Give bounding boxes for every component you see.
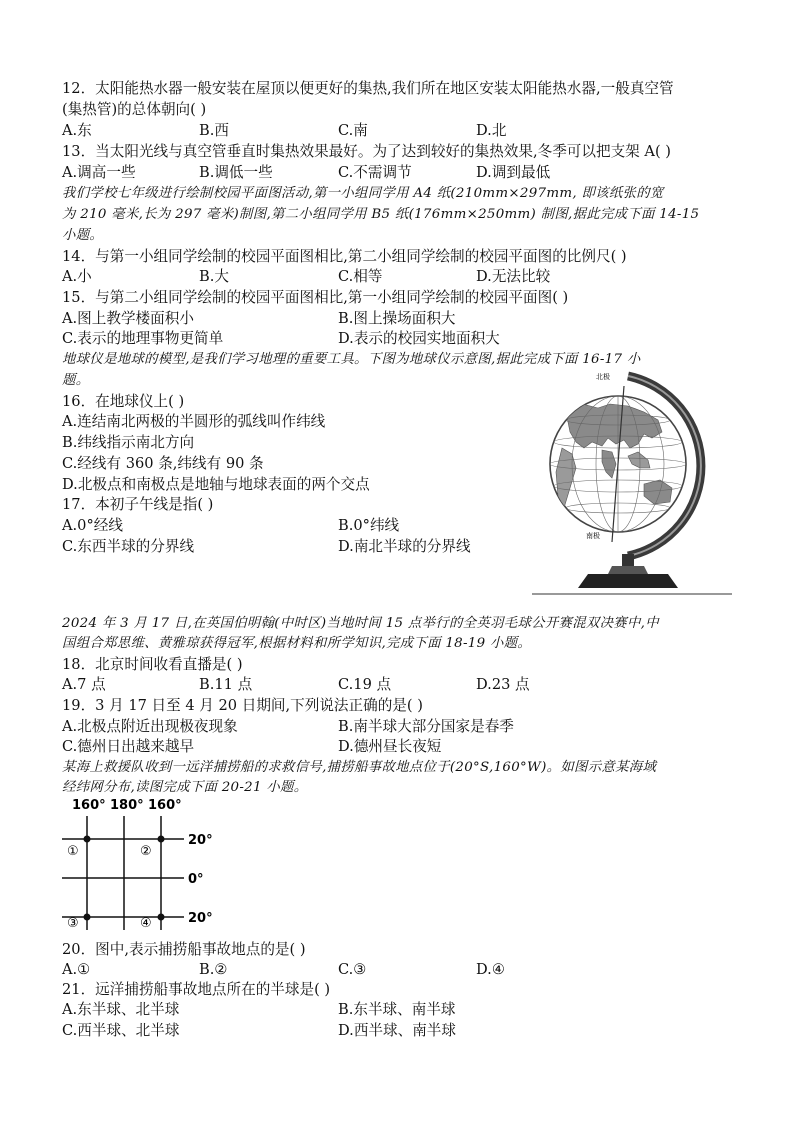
grid-point-4: ④ bbox=[140, 916, 152, 930]
grid-right-label-3: 20° bbox=[188, 911, 213, 926]
lat-long-grid-figure bbox=[62, 796, 222, 930]
globe-stand-collar bbox=[608, 566, 648, 574]
q17-option-a[interactable]: A.0°经线 bbox=[62, 517, 123, 534]
q18-option-c[interactable]: C.19 点 bbox=[338, 676, 392, 693]
grid-dot-4 bbox=[158, 914, 165, 921]
north-pole-label: 北极 bbox=[596, 373, 610, 381]
material-16-17-line2: 题。 bbox=[62, 373, 90, 388]
globe-stand-base bbox=[578, 574, 678, 588]
material-14-15-line3: 小题。 bbox=[62, 228, 104, 243]
q12-stem-line2: (集热管)的总体朝向( ) bbox=[62, 101, 207, 118]
q14-option-d[interactable]: D.无法比较 bbox=[476, 268, 551, 285]
q19-option-b[interactable]: B.南半球大部分国家是春季 bbox=[338, 718, 514, 735]
q21-option-a[interactable]: A.东半球、北半球 bbox=[62, 1001, 180, 1018]
grid-top-label-2: 180° bbox=[110, 798, 144, 813]
material-18-19-line2: 国组合郑思维、黄雅琼获得冠军,根据材料和所学知识,完成下面 18-19 小题。 bbox=[62, 636, 532, 651]
q16-stem: 16．在地球仪上( ) bbox=[62, 393, 185, 410]
material-18-19-line1: 2024 年 3 月 17 日,在英国伯明翰(中时区)当地时间 15 点举行的全英羽毛球公开赛混双决赛中,中 bbox=[62, 616, 659, 631]
q15-option-b[interactable]: B.图上操场面积大 bbox=[338, 310, 456, 327]
q16-option-d[interactable]: D.北极点和南极点是地轴与地球表面的两个交点 bbox=[62, 476, 370, 493]
q21-option-d[interactable]: D.西半球、南半球 bbox=[338, 1022, 456, 1039]
q17-option-d[interactable]: D.南北半球的分界线 bbox=[338, 538, 471, 555]
q13-stem: 13．当太阳光线与真空管垂直时集热效果最好。为了达到较好的集热效果,冬季可以把支架 A( ) bbox=[62, 143, 671, 160]
grid-lines bbox=[62, 816, 184, 930]
q21-stem: 21．远洋捕捞船事故地点所在的半球是( ) bbox=[62, 981, 331, 998]
q15-option-c[interactable]: C.表示的地理事物更简单 bbox=[62, 330, 224, 347]
q20-option-a[interactable]: A.① bbox=[62, 961, 91, 978]
q13-option-d[interactable]: D.调到最低 bbox=[476, 164, 551, 181]
q20-option-d[interactable]: D.④ bbox=[476, 961, 505, 978]
q15-option-d[interactable]: D.表示的校园实地面积大 bbox=[338, 330, 500, 347]
grid-top-label-3: 160° bbox=[148, 798, 182, 813]
q12-option-c[interactable]: C.南 bbox=[338, 122, 368, 139]
q19-option-d[interactable]: D.德州昼长夜短 bbox=[338, 738, 442, 755]
q16-option-c[interactable]: C.经线有 360 条,纬线有 90 条 bbox=[62, 455, 264, 472]
q20-option-c[interactable]: C.③ bbox=[338, 961, 367, 978]
grid-point-2: ② bbox=[140, 844, 152, 859]
q12-option-a[interactable]: A.东 bbox=[62, 122, 92, 139]
q21-option-b[interactable]: B.东半球、南半球 bbox=[338, 1001, 456, 1018]
q13-option-b[interactable]: B.调低一些 bbox=[199, 164, 273, 181]
q18-option-a[interactable]: A.7 点 bbox=[62, 676, 106, 693]
grid-point-1: ① bbox=[67, 844, 79, 859]
grid-dot-3 bbox=[84, 914, 91, 921]
grid-top-label-1: 160° bbox=[72, 798, 106, 813]
q15-option-a[interactable]: A.图上教学楼面积小 bbox=[62, 310, 194, 327]
q19-stem: 19．3 月 17 日至 4 月 20 日期间,下列说法正确的是( ) bbox=[62, 697, 423, 714]
q12-option-b[interactable]: B.西 bbox=[199, 122, 229, 139]
south-pole-label: 南极 bbox=[586, 532, 600, 540]
q19-option-a[interactable]: A.北极点附近出现极夜现象 bbox=[62, 718, 238, 735]
q18-stem: 18．北京时间收看直播是( ) bbox=[62, 656, 243, 673]
q19-option-c[interactable]: C.德州日出越来越早 bbox=[62, 738, 195, 755]
q14-option-c[interactable]: C.相等 bbox=[338, 268, 383, 285]
q16-option-b[interactable]: B.纬线指示南北方向 bbox=[62, 434, 195, 451]
q20-stem: 20．图中,表示捕捞船事故地点的是( ) bbox=[62, 941, 306, 958]
q16-option-a[interactable]: A.连结南北两极的半圆形的弧线叫作纬线 bbox=[62, 413, 326, 430]
material-16-17-line1: 地球仪是地球的模型,是我们学习地理的重要工具。下图为地球仪示意图,据此完成下面 16-17 小 bbox=[62, 352, 641, 367]
material-14-15-line1: 我们学校七年级进行绘制校园平面图活动,第一小组同学用 A4 纸(210mm×297mm, 即该纸张的宽 bbox=[62, 186, 664, 201]
q17-stem: 17．本初子午线是指( ) bbox=[62, 496, 214, 513]
q20-option-b[interactable]: B.② bbox=[199, 961, 228, 978]
q18-option-b[interactable]: B.11 点 bbox=[199, 676, 253, 693]
q15-stem: 15．与第二小组同学绘制的校园平面图相比,第一小组同学绘制的校园平面图( ) bbox=[62, 289, 569, 306]
q14-option-b[interactable]: B.大 bbox=[199, 268, 229, 285]
q13-option-a[interactable]: A.调高一些 bbox=[62, 164, 136, 181]
q12-option-d[interactable]: D.北 bbox=[476, 122, 507, 139]
q17-option-c[interactable]: C.东西半球的分界线 bbox=[62, 538, 195, 555]
q18-option-d[interactable]: D.23 点 bbox=[476, 676, 530, 693]
q21-option-c[interactable]: C.西半球、北半球 bbox=[62, 1022, 180, 1039]
grid-dot-2 bbox=[158, 836, 165, 843]
q17-option-b[interactable]: B.0°纬线 bbox=[338, 517, 400, 534]
material-20-21-line1: 某海上救援队收到一远洋捕捞船的求救信号,捕捞船事故地点位于(20°S,160°W)。如图示意某海域 bbox=[62, 760, 657, 775]
grid-dot-1 bbox=[84, 836, 91, 843]
q14-option-a[interactable]: A.小 bbox=[62, 268, 92, 285]
grid-right-label-1: 20° bbox=[188, 833, 213, 848]
q14-stem: 14．与第一小组同学绘制的校园平面图相比,第二小组同学绘制的校园平面图的比例尺( ) bbox=[62, 248, 627, 265]
material-20-21-line2: 经纬网分布,读图完成下面 20-21 小题。 bbox=[62, 780, 308, 795]
q12-stem-line1: 12．太阳能热水器一般安装在屋顶以便更好的集热,我们所在地区安装太阳能热水器,一般真空管 bbox=[62, 80, 674, 97]
material-14-15-line2: 为 210 毫米,长为 297 毫米)制图,第二小组同学用 B5 纸(176mm×250mm) 制图,据此完成下面 14-15 bbox=[62, 207, 700, 222]
q13-option-c[interactable]: C.不需调节 bbox=[338, 164, 412, 181]
grid-right-label-2: 0° bbox=[188, 872, 204, 887]
globe-stand-neck bbox=[622, 554, 634, 566]
grid-point-3: ③ bbox=[67, 916, 79, 930]
globe-figure bbox=[532, 368, 732, 596]
